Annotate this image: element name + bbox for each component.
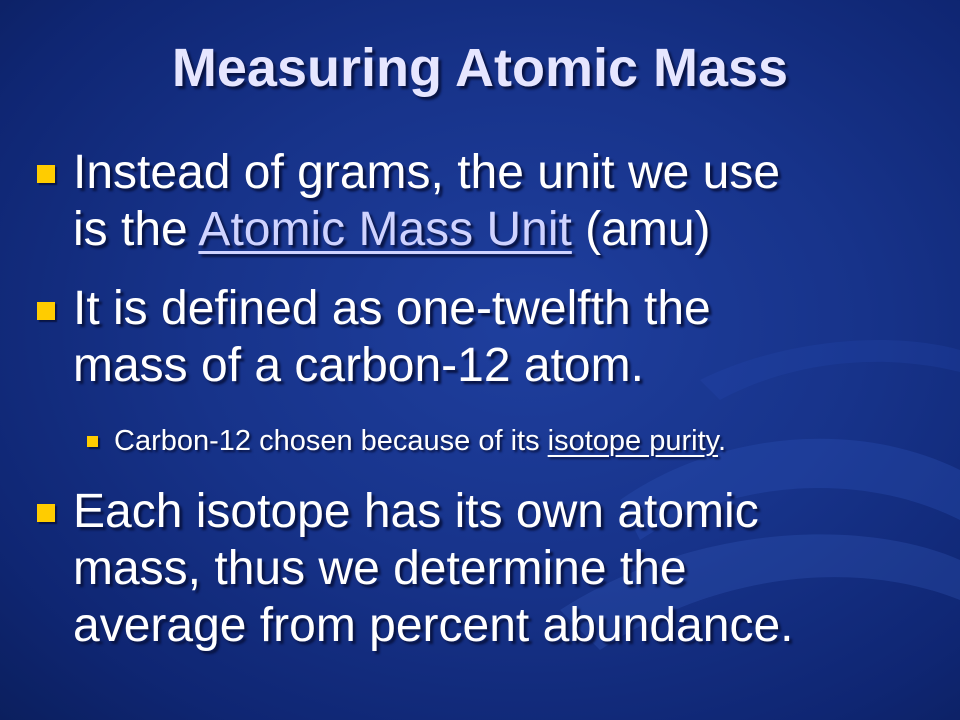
bullet-line: It is defined as one-twelfth the — [73, 282, 711, 335]
slide-title: Measuring Atomic Mass — [171, 38, 789, 98]
bullet-item — [73, 483, 793, 654]
bullet-line: Each isotope has its own atomic — [73, 485, 759, 538]
sub-bullet-text: . — [718, 425, 727, 457]
isotope-purity-link[interactable]: isotope purity — [547, 425, 718, 457]
bullet-item — [73, 144, 780, 258]
bullet-item — [73, 280, 711, 394]
bullet-square-icon — [37, 302, 55, 320]
bullet-text: is the — [73, 203, 199, 256]
bullet-line: mass of a carbon-12 atom. — [73, 339, 644, 392]
bullet-square-icon — [37, 504, 55, 522]
sub-bullet-square-icon — [87, 436, 98, 447]
bullet-square-icon — [37, 165, 55, 183]
atomic-mass-unit-link[interactable]: Atomic Mass Unit — [198, 203, 572, 256]
bullet-text: (amu) — [571, 203, 711, 256]
sub-bullet-item — [114, 423, 726, 459]
bullet-line: average from percent abundance. — [73, 599, 794, 652]
bullet-line: mass, thus we determine the — [73, 542, 687, 595]
bullet-line — [73, 201, 780, 258]
sub-bullet-text: Carbon-12 chosen because of its — [114, 425, 548, 457]
bullet-line: Instead of grams, the unit we use — [73, 146, 781, 199]
